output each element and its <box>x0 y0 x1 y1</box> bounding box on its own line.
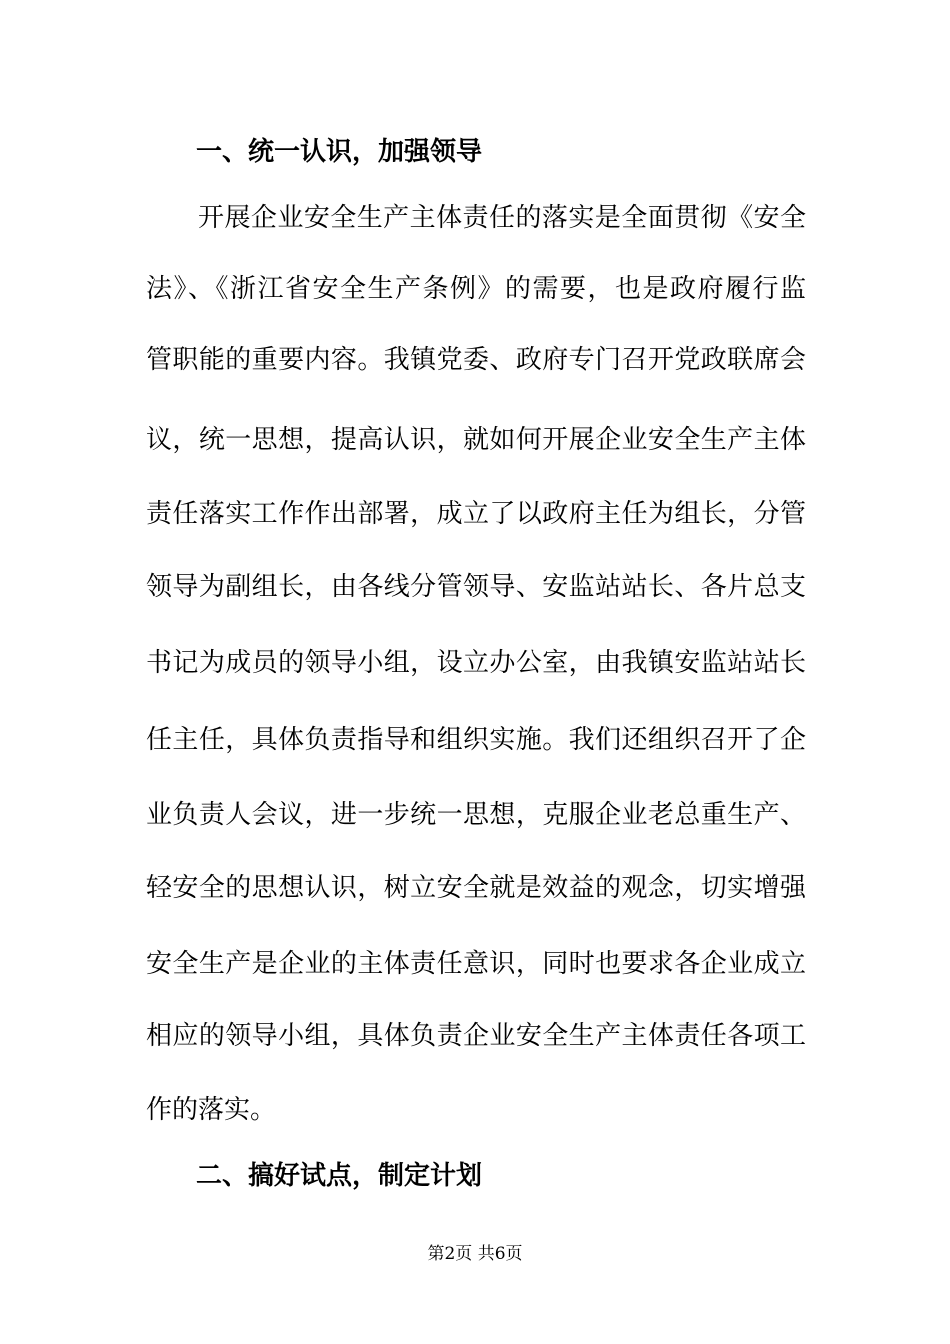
paragraph-line: 轻安全的思想认识，树立安全就是效益的观念，切实增强 <box>146 873 806 903</box>
page-number-footer: 第2页 共6页 <box>427 1244 523 1264</box>
paragraph-line: 业负责人会议，进一步统一思想，克服企业老总重生产、 <box>146 800 806 830</box>
paragraph-line: 作的落实。 <box>146 1095 277 1125</box>
paragraph-line: 责任落实工作作出部署，成立了以政府主任为组长，分管 <box>146 499 806 529</box>
paragraph-line: 领导为副组长，由各线分管领导、安监站站长、各片总支 <box>146 572 806 602</box>
section-heading-1: 一、统一认识，加强领导 <box>196 137 483 167</box>
section-heading-2: 二、搞好试点，制定计划 <box>196 1161 483 1191</box>
paragraph-line: 开展企业安全生产主体责任的落实是全面贯彻《安全 <box>198 203 806 233</box>
paragraph-line: 相应的领导小组，具体负责企业安全生产主体责任各项工 <box>146 1021 806 1051</box>
paragraph-line: 管职能的重要内容。我镇党委、政府专门召开党政联席会 <box>146 345 806 375</box>
paragraph-line: 书记为成员的领导小组，设立办公室，由我镇安监站站长 <box>146 648 806 678</box>
paragraph-line: 议，统一思想，提高认识，就如何开展企业安全生产主体 <box>146 425 806 455</box>
paragraph-line: 安全生产是企业的主体责任意识，同时也要求各企业成立 <box>146 949 806 979</box>
paragraph-line: 法》、《浙江省安全生产条例》的需要，也是政府履行监 <box>146 274 806 304</box>
paragraph-line: 任主任，具体负责指导和组织实施。我们还组织召开了企 <box>146 725 806 755</box>
